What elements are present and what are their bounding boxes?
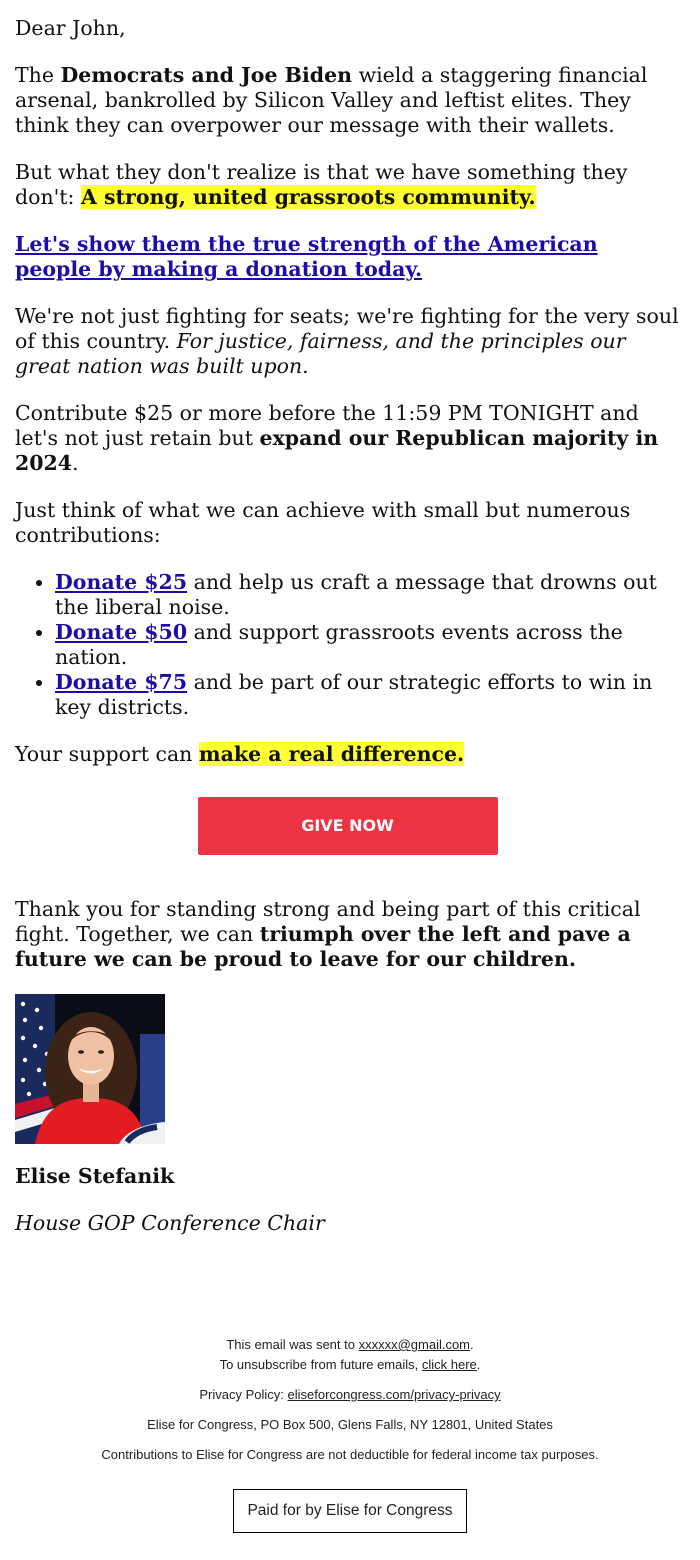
privacy-policy-link[interactable]: eliseforcongress.com/privacy-privacy — [287, 1387, 501, 1402]
footer-privacy-pre: Privacy Policy: — [199, 1387, 288, 1402]
donate-50-link[interactable]: Donate $50 — [55, 620, 188, 644]
list-item — [55, 570, 680, 620]
p1-post: wield a staggering financial arsenal, bankrolled by Silicon Valley and leftist elites. They think they can overpower our message with their wallets. — [15, 63, 648, 137]
donate-75-link[interactable]: Donate $75 — [55, 670, 188, 694]
footer-sent-info — [0, 1335, 700, 1375]
email-footer — [0, 1335, 700, 1533]
footer-sent-pre: This email was sent to — [226, 1337, 359, 1352]
recipient-email-link[interactable]: xxxxxx@gmail.com — [358, 1337, 471, 1352]
donation-text: and support grassroots events across the nation. — [55, 620, 623, 669]
footer-address: Elise for Congress, PO Box 500, Glens Falls, NY 12801, United States — [147, 1417, 553, 1432]
paragraph-1 — [15, 63, 680, 138]
footer-sent-post: . — [470, 1337, 474, 1352]
paragraph-3 — [15, 304, 680, 379]
p1-bold: Democrats and Joe Biden — [60, 63, 353, 87]
list-item — [55, 670, 680, 720]
paragraph-6 — [15, 742, 680, 767]
p3-italic: For justice, fairness, and the principles our great nation was built upon. — [15, 329, 626, 378]
p1-pre: The — [15, 63, 61, 87]
donate-cta-link[interactable]: Let's show them the true strength of the American people by making a donation today. — [15, 232, 598, 281]
unsubscribe-link[interactable]: click here — [421, 1357, 477, 1372]
p4-post: . — [72, 451, 79, 475]
give-now-button[interactable]: GIVE NOW — [198, 797, 498, 855]
paragraph-5: Just think of what we can achieve with small but numerous contributions: — [15, 498, 631, 547]
portrait-photo — [15, 994, 165, 1144]
p4-pre: Contribute $25 or more before the 11:59 PM TONIGHT and let's not just retain but — [15, 401, 639, 450]
p7-pre: Thank you for standing strong and being part of this critical fight. Together, we can — [15, 897, 641, 946]
donate-25-link[interactable]: Donate $25 — [55, 570, 188, 594]
signature-title: House GOP Conference Chair — [15, 1211, 325, 1235]
signature-name: Elise Stefanik — [15, 1164, 175, 1188]
paid-for-box: Paid for by Elise for Congress — [233, 1489, 467, 1533]
donation-text: and be part of our strategic efforts to win in key districts. — [55, 670, 653, 719]
email-body — [15, 0, 680, 1258]
p7-bold: triumph over the left and pave a future we can be proud to leave for our children. — [15, 922, 631, 971]
greeting: Dear John, — [15, 16, 126, 40]
p4-bold: expand our Republican majority in 2024 — [15, 426, 659, 475]
footer-disclaimer: Contributions to Elise for Congress are not deductible for federal income tax purposes. — [101, 1447, 599, 1462]
p6-pre: Your support can — [15, 742, 199, 766]
donation-text: and help us craft a message that drowns out the liberal noise. — [55, 570, 657, 619]
p2-highlight: A strong, united grassroots community. — [80, 185, 536, 209]
list-item — [55, 620, 680, 670]
cta-paragraph — [15, 232, 680, 282]
paragraph-7 — [15, 897, 680, 972]
paragraph-2 — [15, 160, 680, 210]
footer-unsub-pre: To unsubscribe from future emails, — [219, 1357, 422, 1372]
footer-unsub-post: . — [476, 1357, 481, 1372]
paragraph-4 — [15, 401, 680, 476]
p2-pre: But what they don't realize is that we have something they don't: — [15, 160, 628, 209]
p3-pre: We're not just fighting for seats; we're fighting for the very soul of this country. — [15, 304, 679, 353]
footer-privacy — [0, 1385, 700, 1405]
donation-list — [15, 570, 680, 720]
button-wrapper — [15, 797, 680, 855]
p6-highlight: make a real difference. — [198, 742, 465, 766]
